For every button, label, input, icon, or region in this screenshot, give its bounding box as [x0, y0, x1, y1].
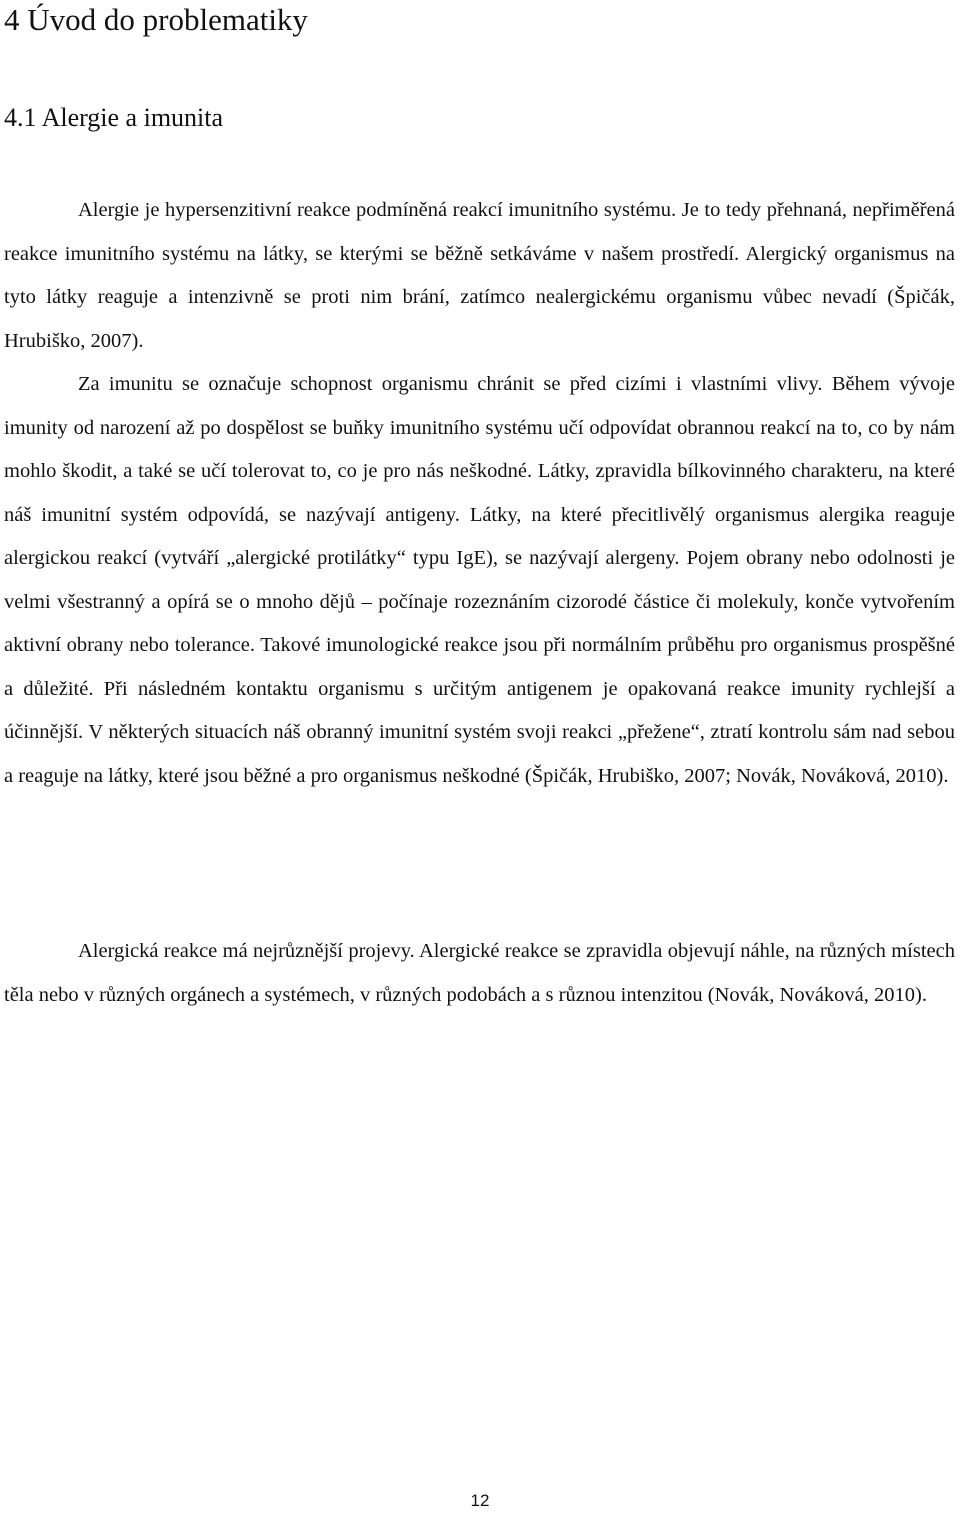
- sentence: Takové imunologické reakce jsou při normálním průběhu pro organismus prospěšné a důležité.: [4, 634, 955, 700]
- sentence: Alergický organismus na tyto látky reaguje a intenzivně se proti nim brání, zatímco nealergickému organismu vůbec nevadí (Špičák, Hrubiško, 2007).: [4, 242, 955, 352]
- page-number: 12: [470, 1491, 490, 1510]
- sentence: Alergická reakce má nejrůznější projevy.: [78, 940, 415, 962]
- sentence: Alergie je hypersenzitivní reakce podmíněná reakcí imunitního systému.: [78, 199, 677, 221]
- sentence: V některých situacích náš obranný imunitní systém svoji reakci „přežene“, ztratí kontrolu sám nad sebou a reaguje na látky, které jsou běžné a pro organismus neškodné (Špičák, Hrubiško, 2007; Novák, Nováková, 2010).: [4, 721, 955, 787]
- sentence: Látky, na které přecitlivělý organismus alergika reaguje alergickou reakcí (vytváří „alergické protilátky“ typu IgE), se nazývají alergeny.: [4, 503, 955, 569]
- sentence: Během vývoje imunity od narození až po dospělost se buňky imunitního systému učí odpovídat obrannou reakcí na to, co by nám mohlo škodit, a také se učí tolerovat to, co je pro nás neškodné.: [4, 373, 955, 482]
- paragraph-allergy-immunity: [4, 189, 955, 798]
- section-title: 4.1 Alergie a imunita: [4, 103, 224, 132]
- sentence: Za imunitu se označuje schopnost organismu chránit se před cizími i vlastními vlivy.: [78, 373, 823, 395]
- sentence: Při následném kontaktu organismu s určitým antigenem je opakovaná reakce imunity rychlejší a účinnější.: [4, 677, 956, 743]
- sentence: Látky, zpravidla bílkovinného charakteru, na které náš imunitní systém odpovídá, se nazývají antigeny.: [4, 460, 956, 526]
- sentence: Pojem obrany nebo odolnosti je velmi všestranný a opírá se o mnoho dějů – počínaje rozeznáním cizorodé částice či molekuly, konče vytvořením aktivní obrany nebo tolerance.: [4, 547, 956, 656]
- sentence: Alergické reakce se zpravidla objevují náhle, na různých místech těla nebo v různých orgánech a systémech, v různých podobách a s různou intenzitou (Novák, Nováková, 2010).: [4, 940, 955, 1006]
- paragraph-allergic-reaction: [4, 930, 955, 1017]
- chapter-title: 4 Úvod do problematiky: [4, 2, 308, 37]
- sentence: Je to tedy přehnaná, nepřiměřená reakce imunitního systému na látky, se kterými se běžně setkáváme v našem prostředí.: [4, 199, 955, 265]
